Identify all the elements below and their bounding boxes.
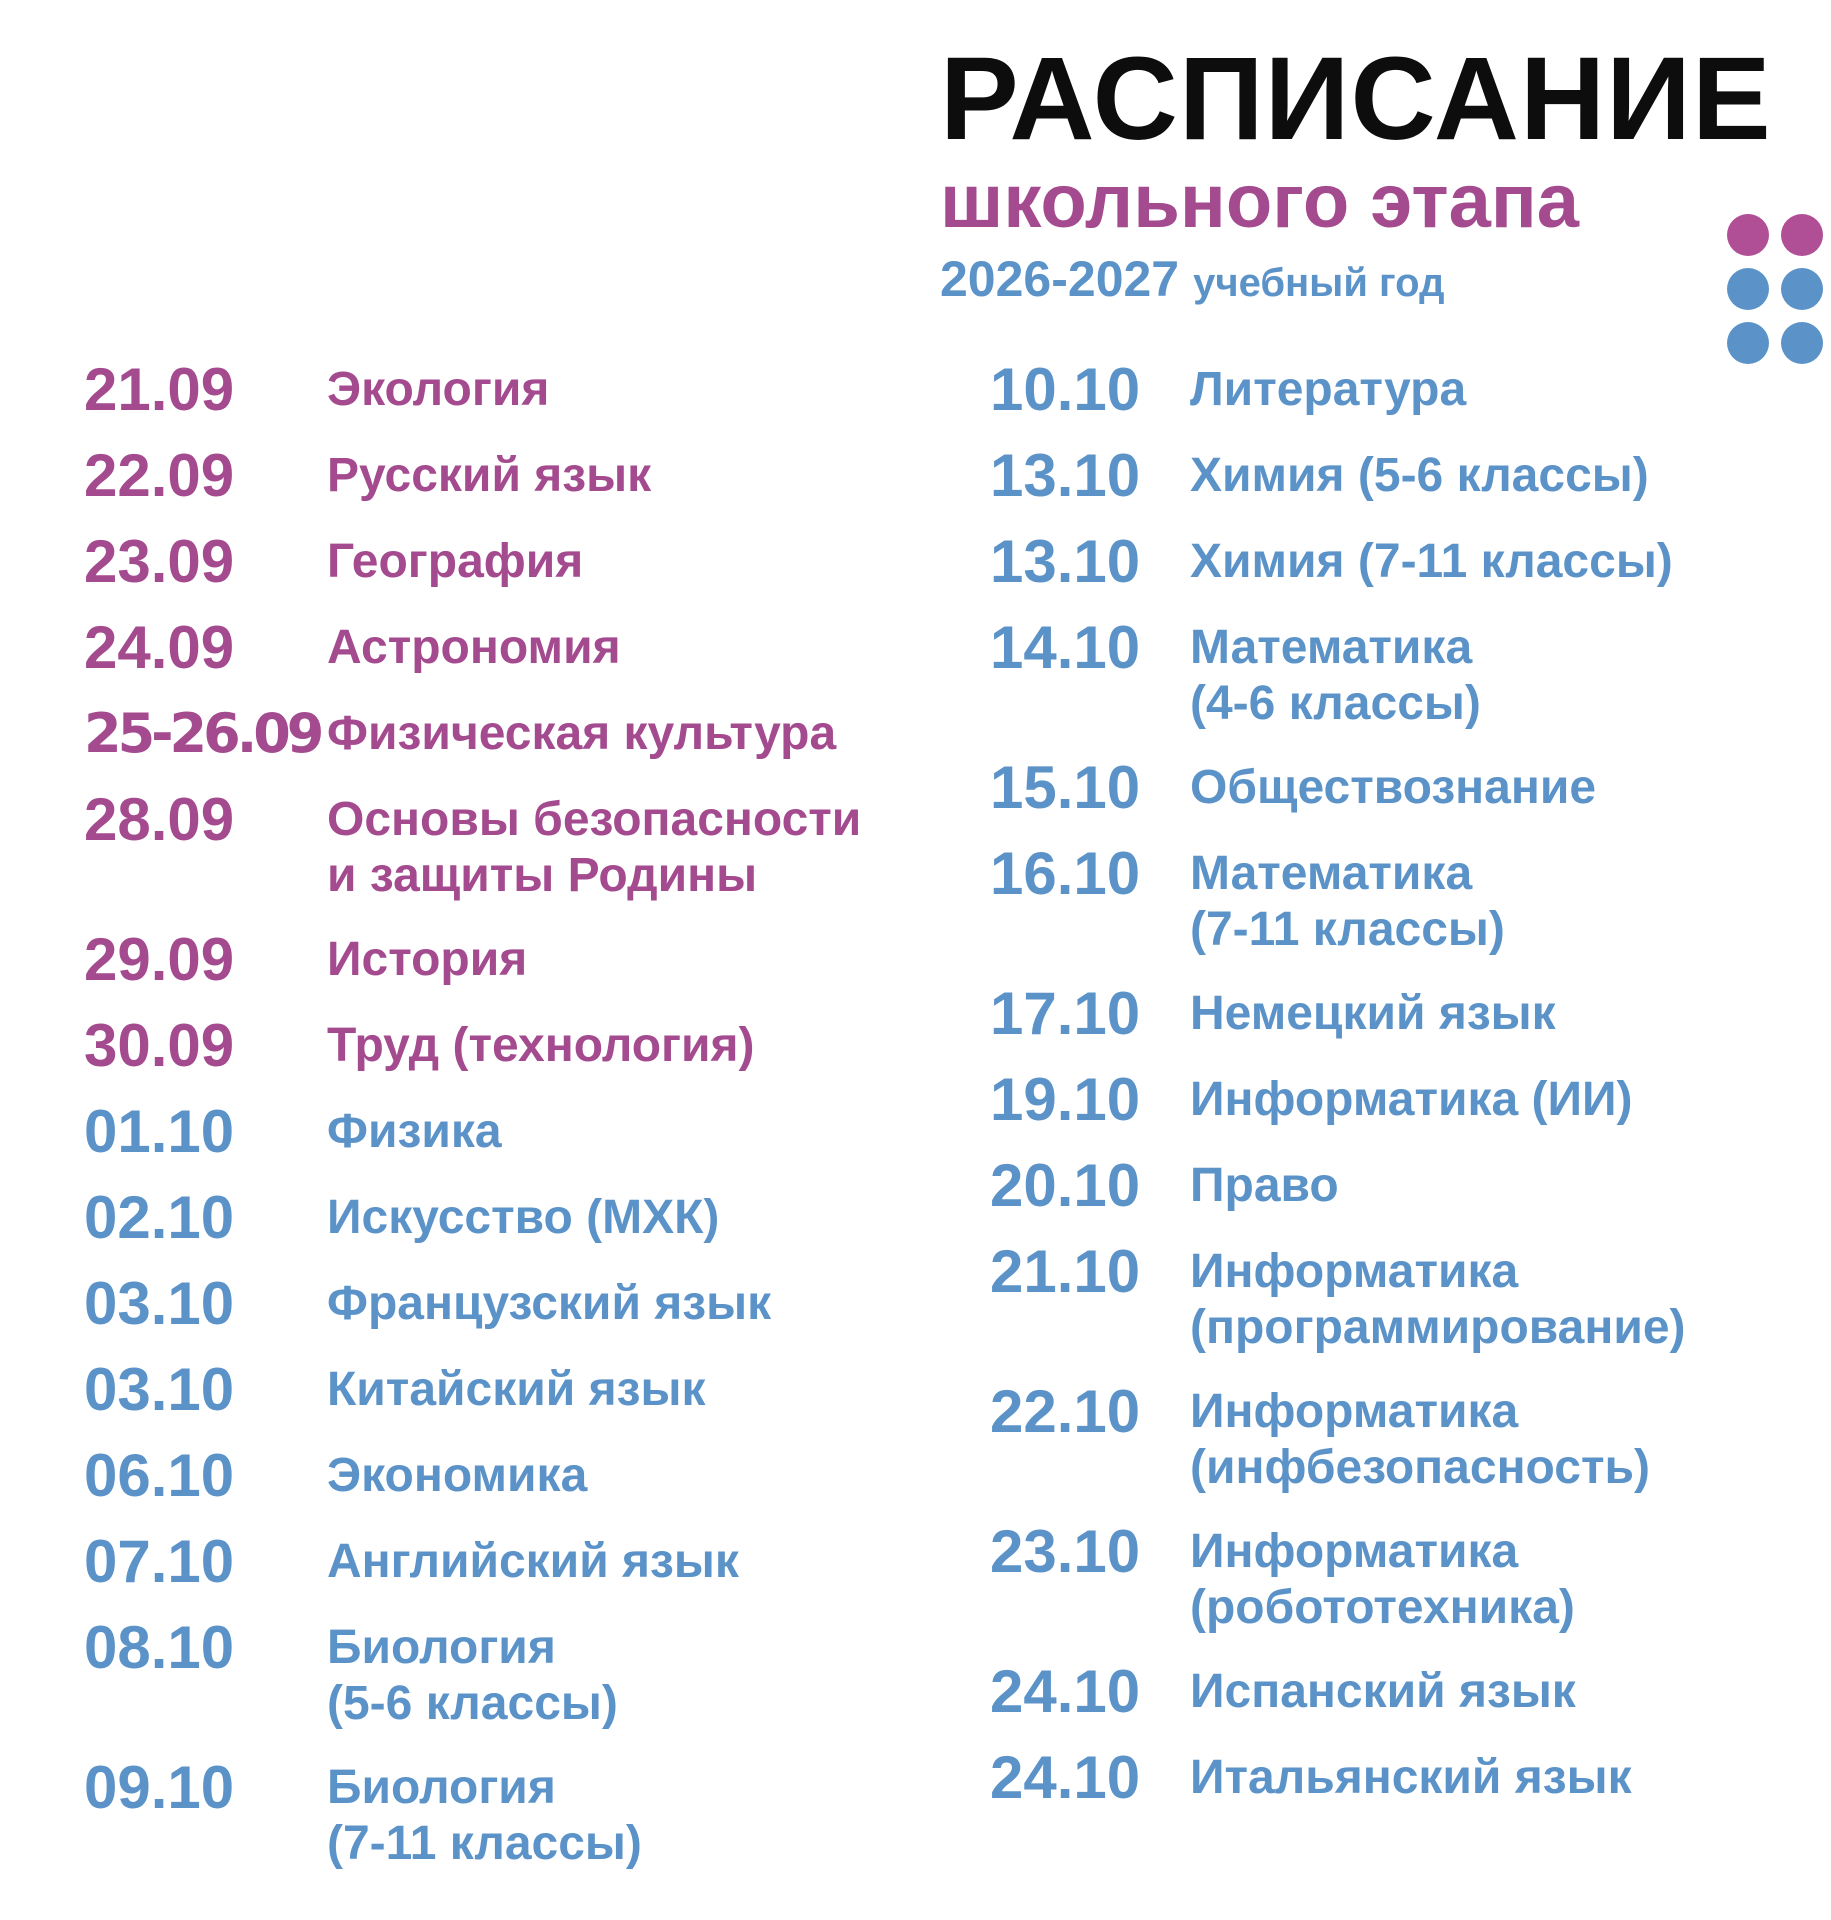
subject-line: (7-11 классы): [327, 1817, 642, 1870]
subject-line: Информатика: [1190, 1525, 1519, 1578]
schedule-subject: [1190, 1156, 1339, 1214]
schedule-date: 30.09: [84, 1012, 235, 1079]
schedule-row: [84, 528, 944, 595]
schedule-date: 08.10: [84, 1614, 235, 1681]
schedule-date: 13.10: [990, 528, 1141, 595]
page-subtitle: школьного этапа: [940, 159, 1580, 244]
subject-line: География: [327, 535, 584, 588]
schedule-date: 20.10: [990, 1152, 1141, 1219]
academic-year: [940, 251, 1760, 307]
schedule-subject: [327, 1360, 705, 1418]
schedule-subject: [327, 360, 549, 418]
schedule-subject: [1190, 618, 1481, 732]
subject-line: и защиты Родины: [327, 849, 758, 902]
schedule-subject: [327, 1758, 642, 1872]
subject-line: (робототехника): [1190, 1581, 1575, 1634]
schedule-subject: [1190, 984, 1556, 1042]
schedule-row: [84, 1012, 944, 1079]
year-label: учебный год: [1193, 261, 1445, 305]
schedule-row: [84, 356, 944, 423]
schedule-date: 16.10: [990, 840, 1141, 907]
subject-line: Основы безопасности: [327, 793, 862, 846]
schedule-row: [990, 840, 1820, 958]
page-title: РАСПИСАНИЕ: [940, 33, 1772, 165]
schedule-row: [990, 614, 1820, 732]
subject-line: Экология: [327, 363, 550, 416]
logo-dot: [1727, 268, 1769, 310]
schedule-row: [84, 614, 944, 681]
subject-line: Математика: [1190, 621, 1473, 674]
schedule-subject: [327, 1102, 502, 1160]
subject-line: Итальянский язык: [1190, 1751, 1632, 1804]
schedule-date: 13.10: [990, 442, 1141, 509]
schedule-row: [990, 1378, 1820, 1496]
subject-line: Литература: [1190, 363, 1467, 416]
schedule-date: 07.10: [84, 1528, 235, 1595]
schedule-row: [84, 926, 944, 993]
schedule-row: [84, 1528, 944, 1595]
subject-line: Искусство (МХК): [327, 1191, 720, 1244]
subject-line: Астрономия: [327, 621, 621, 674]
subject-line: Английский язык: [327, 1535, 739, 1588]
schedule-subject: [327, 1016, 755, 1074]
subject-line: Химия (7-11 классы): [1190, 535, 1673, 588]
schedule-date: 28.09: [84, 786, 235, 853]
schedule-row: [84, 1098, 944, 1165]
schedule-date: 21.10: [990, 1238, 1141, 1305]
schedule-subject: [1190, 1522, 1575, 1636]
subject-line: Физическая культура: [327, 707, 837, 760]
schedule-subject: [1190, 532, 1673, 590]
schedule-row: [84, 704, 944, 764]
schedule-row: [84, 1184, 944, 1251]
subject-line: Труд (технология): [327, 1019, 755, 1072]
schedule-subject: [1190, 360, 1466, 418]
schedule-subject: [327, 930, 527, 988]
subject-line: Право: [1190, 1159, 1339, 1212]
schedule-subject: [327, 446, 651, 504]
subject-line: Испанский язык: [1190, 1665, 1576, 1718]
schedule-date: 22.09: [84, 442, 235, 509]
schedule-column-right: [990, 356, 1820, 1834]
schedule-row: [990, 356, 1820, 423]
schedule-row: [84, 1270, 944, 1337]
schedule-date: 10.10: [990, 356, 1141, 423]
header: [940, 33, 1772, 307]
schedule-date: 15.10: [990, 754, 1141, 821]
subject-line: История: [327, 933, 528, 986]
subject-line: (программирование): [1190, 1301, 1686, 1354]
schedule-row: [990, 980, 1820, 1047]
subject-line: Экономика: [327, 1449, 588, 1502]
schedule-subject: [1190, 1242, 1686, 1356]
schedule-row: [84, 1356, 944, 1423]
subject-line: (4-6 классы): [1190, 677, 1481, 730]
subject-line: Немецкий язык: [1190, 987, 1556, 1040]
schedule-row: [990, 1658, 1820, 1725]
schedule-date: 19.10: [990, 1066, 1141, 1133]
logo-dot: [1781, 214, 1823, 256]
schedule-subject: [327, 532, 583, 590]
subject-line: Русский язык: [327, 449, 652, 502]
subject-line: Информатика: [1190, 1385, 1519, 1438]
schedule-row: [84, 786, 944, 904]
schedule-row: [84, 1614, 944, 1732]
schedule-date: 03.10: [84, 1270, 235, 1337]
schedule-date: 14.10: [990, 614, 1141, 681]
subject-line: (7-11 классы): [1190, 903, 1505, 956]
schedule-date: 24.09: [84, 614, 235, 681]
schedule-subject: [327, 1446, 587, 1504]
schedule-subject: [327, 790, 861, 904]
schedule-subject: [327, 704, 836, 762]
schedule-row: [990, 1518, 1820, 1636]
logo-dot: [1727, 322, 1769, 364]
schedule-row: [990, 1238, 1820, 1356]
logo-dot: [1781, 268, 1823, 310]
subject-line: Китайский язык: [327, 1363, 706, 1416]
subject-line: Физика: [327, 1105, 502, 1158]
schedule-subject: [1190, 844, 1505, 958]
schedule-date: 24.10: [990, 1744, 1141, 1811]
schedule-subject: [1190, 1382, 1650, 1496]
schedule-row: [990, 1744, 1820, 1811]
schedule-row: [990, 442, 1820, 509]
schedule-row: [84, 442, 944, 509]
schedule-subject: [327, 1618, 618, 1732]
schedule-column-left: [84, 356, 944, 1898]
subject-line: Математика: [1190, 847, 1473, 900]
logo-dot: [1781, 322, 1823, 364]
logo-dot: [1727, 214, 1769, 256]
schedule-date: 23.10: [990, 1518, 1141, 1585]
schedule-row: [990, 754, 1820, 821]
subject-line: Химия (5-6 классы): [1190, 449, 1649, 502]
schedule-date: 29.09: [84, 926, 235, 993]
logo-dots-icon: [1727, 214, 1829, 364]
schedule-date: 24.10: [990, 1658, 1141, 1725]
schedule-row: [84, 1442, 944, 1509]
schedule-date: 17.10: [990, 980, 1141, 1047]
year-range: 2026-2027: [940, 251, 1180, 307]
schedule-subject: [327, 1274, 771, 1332]
subject-line: Информатика: [1190, 1245, 1519, 1298]
schedule-row: [990, 1152, 1820, 1219]
schedule-date: 21.09: [84, 356, 235, 423]
schedule-row: [84, 1754, 944, 1872]
schedule-subject: [327, 618, 621, 676]
schedule-date: 02.10: [84, 1184, 235, 1251]
schedule-subject: [1190, 758, 1596, 816]
schedule-date: 06.10: [84, 1442, 235, 1509]
subject-line: (5-6 классы): [327, 1677, 618, 1730]
schedule-date: 03.10: [84, 1356, 235, 1423]
schedule-subject: [327, 1532, 739, 1590]
schedule-row: [990, 1066, 1820, 1133]
schedule-date: 01.10: [84, 1098, 235, 1165]
schedule-row: [990, 528, 1820, 595]
subject-line: Обществознание: [1190, 761, 1597, 814]
schedule-subject: [1190, 1070, 1632, 1128]
schedule-date: 22.10: [990, 1378, 1141, 1445]
schedule-date: 25-26.09: [84, 702, 321, 765]
schedule-subject: [1190, 1748, 1632, 1806]
subject-line: Биология: [327, 1621, 556, 1674]
subject-line: (инфбезопасность): [1190, 1441, 1650, 1494]
subject-line: Биология: [327, 1761, 556, 1814]
schedule-subject: [1190, 446, 1649, 504]
schedule-date: 23.09: [84, 528, 235, 595]
schedule-subject: [1190, 1662, 1576, 1720]
subject-line: Информатика (ИИ): [1190, 1073, 1633, 1126]
subject-line: Французский язык: [327, 1277, 772, 1330]
schedule-subject: [327, 1188, 719, 1246]
schedule-date: 09.10: [84, 1754, 235, 1821]
